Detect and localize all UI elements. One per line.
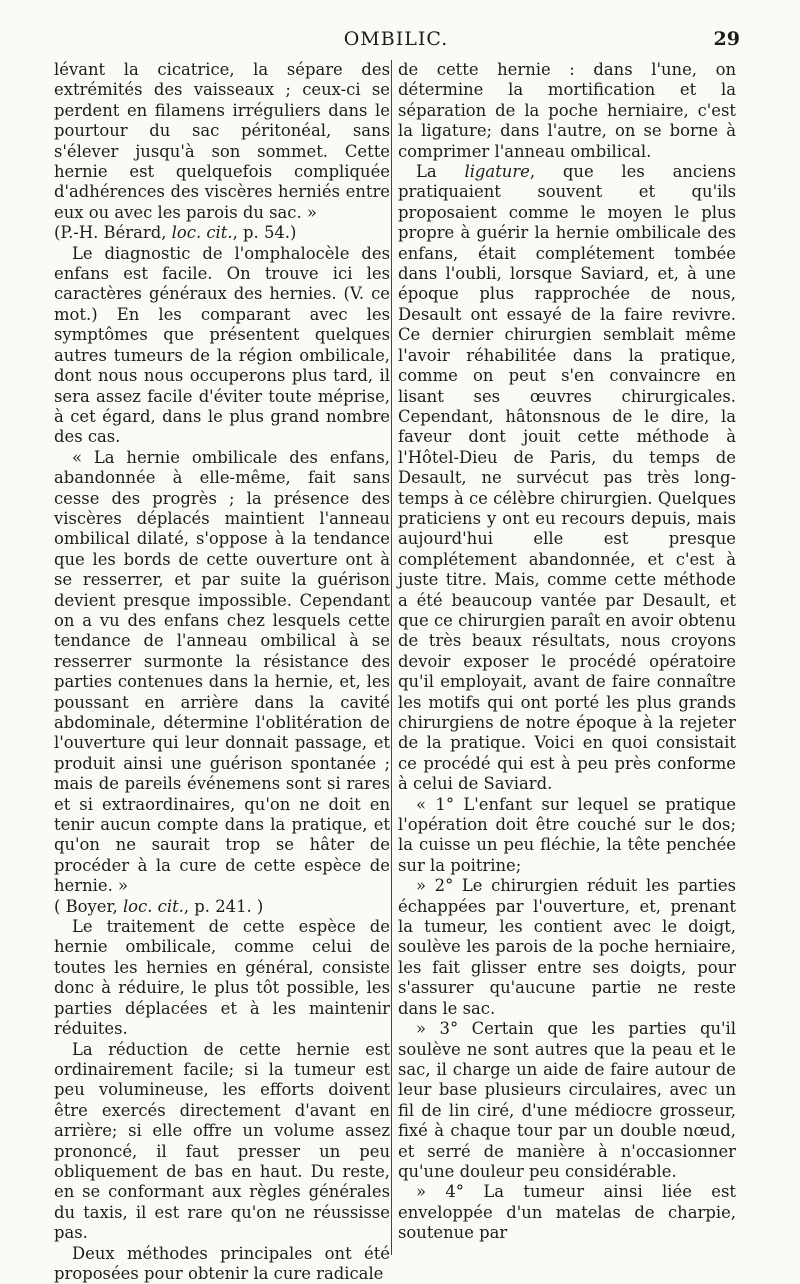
paragraph: « La hernie ombilicale des enfans, abandonnée à elle-même, fait sans cesse des progrès ; la présence des viscères déplacés maintient l'anneau ombilical dilaté, s'oppose à la tendance que les bords de cette ouverture ont à se resserrer, et par suite la guérison devient presque impossible. Cependant on a vu des enfans chez lesquels cette tendance de l'anneau ombilical à se resserrer surmonte la résistance des parties contenues dans la hernie, et, les poussant en arrière dans la cavité abdominale, détermine l'oblitération de l'ouverture qui leur donnait passage, et produit ainsi une guérison spontanée ; mais de pareils événemens sont si rares et si extraordinaires, qu'on ne doit en tenir aucun compte dans la pratique, et qu'on ne saurait trop se hâter de procéder à la cure de cette espèce de hernie. » xyxy=(54,447,390,896)
citation: (P.-H. Bérard, loc. cit., p. 54.) xyxy=(54,223,297,243)
paragraph: » 4° La tumeur ainsi liée est enveloppée d'un matelas de charpie, soutenue par xyxy=(398,1182,736,1243)
paragraph: lévant la cicatrice, la sépare des extrémités des vaisseaux ; ceux-ci se perdent en filamens irréguliers dans le pourtour du sac péritonéal, sans s'élever jusqu'à son sommet. Cette hernie est quelquefois compliquée d'adhérences des viscères herniés entre eux ou avec les parois du sac. » xyxy=(54,60,390,222)
paragraph: La ligature, que les anciens pratiquaient souvent et qu'ils proposaient comme le moyen le plus propre à guérir la hernie ombilicale des enfans, était complétement tombée dans l'oubli, lorsque Saviard, et, à une époque plus rapprochée de nous, Desault ont essayé de la faire revivre. Ce dernier chirurgien semblait même l'avoir réhabilitée dans la pratique, comme on peut s'en convaincre en lisant ses œuvres chirurgicales. Cependant, hâtonsnous de le dire, la faveur dont jouit cette méthode à l'Hôtel-Dieu de Paris, du temps de Desault, ne survécut pas très long-temps à ce célèbre chirurgien. Quelques praticiens y ont eu recours depuis, mais aujourd'hui elle est presque complétement abandonnée, et c'est à juste titre. Mais, comme cette méthode a été beaucoup vantée par Desault, et que ce chirurgien paraît en avoir obtenu de très beaux résultats, nous croyons devoir exposer le procédé opératoire qu'il employait, avant de faire connaître les motifs qui ont porté les plus grands chirurgiens de notre époque à la rejeter de la pratique. Voici en quoi consistait ce procédé qui est à peu près conforme à celui de Saviard. xyxy=(398,162,736,794)
paragraph: » 2° Le chirurgien réduit les parties échappées par l'ouverture, et, prenant la tumeur, les contient avec le doigt, soulève les parois de la poche herniaire, les fait glisser entre ses doigts, pour s'assurer qu'aucune partie ne reste dans le sac. xyxy=(398,876,736,1018)
running-header xyxy=(52,28,740,54)
paragraph: Le diagnostic de l'omphalocèle des enfans est facile. On trouve ici les caractères généraux des hernies. (V. ce mot.) En les comparant avec les symptômes que présentent quelques autres tumeurs de la région ombilicale, dont nous nous occuperons plus tard, il sera assez facile d'éviter toute méprise, à cet égard, dans le plus grand nombre des cas. xyxy=(54,243,390,447)
paragraph: La réduction de cette hernie est ordinairement facile; si la tumeur est peu volumineuse, les efforts doivent être exercés directement d'avant en arrière; si elle offre un volume assez prononcé, il faut presser un peu obliquement de bas en haut. Du reste, en se conformant aux règles générales du taxis, il est rare qu'on ne réussisse pas. xyxy=(54,1039,390,1243)
paragraph: Deux méthodes principales ont été proposées pour obtenir la cure radicale xyxy=(54,1243,390,1283)
paragraph: Le traitement de cette espèce de hernie ombilicale, comme celui de toutes les hernies en général, consiste donc à réduire, le plus tôt possible, les parties déplacées et à les maintenir réduites. xyxy=(54,917,390,1039)
paragraph: » 3° Certain que les parties qu'il soulève ne sont autres que la peau et le sac, il charge un aide de faire autour de leur base plusieurs circulaires, avec un fil de lin ciré, d'une médiocre grosseur, fixé à chaque tour par un double nœud, et serré de manière à n'occasionner qu'une douleur peu considérable. xyxy=(398,1019,736,1181)
left-column xyxy=(54,60,390,1284)
paragraph: « 1° L'enfant sur lequel se pratique l'opération doit être couché sur le dos; la cuisse un peu fléchie, la tête penchée sur la poitrine; xyxy=(398,794,736,875)
column-divider xyxy=(391,60,392,1255)
running-title: OMBILIC. xyxy=(343,28,449,50)
right-column xyxy=(398,60,736,1244)
paragraph: de cette hernie : dans l'une, on détermine la mortification et la séparation de la poche herniaire, c'est la ligature; dans l'autre, on se borne à comprimer l'anneau ombilical. xyxy=(398,60,736,161)
citation: ( Boyer, loc. cit., p. 241. ) xyxy=(54,896,264,916)
page-number: 29 xyxy=(713,28,740,50)
